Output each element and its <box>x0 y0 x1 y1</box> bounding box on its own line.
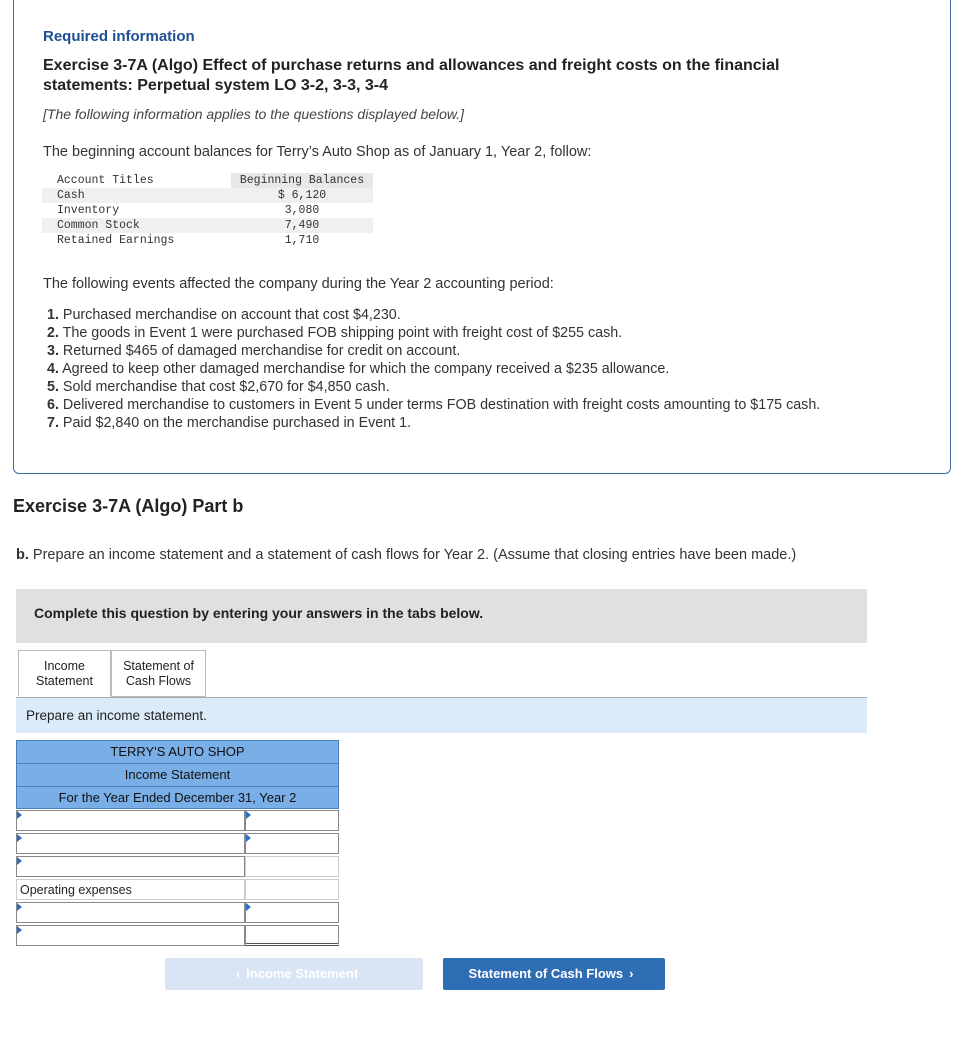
tab-label-line: Statement <box>36 674 93 688</box>
table-row <box>42 203 373 218</box>
list-item <box>47 414 820 432</box>
table-row <box>16 855 339 878</box>
event-number: 1. <box>47 307 59 323</box>
account-balance: $ 6,120 <box>231 188 373 203</box>
amount-input[interactable] <box>245 902 339 923</box>
list-item <box>47 342 820 360</box>
event-text: Returned $465 of damaged merchandise for credit on account. <box>62 343 461 359</box>
tab-statement-of-cash-flows[interactable] <box>111 650 206 697</box>
table-row <box>16 809 339 832</box>
table-row <box>16 832 339 855</box>
triangle-marker-icon <box>246 811 251 819</box>
triangle-marker-icon <box>17 903 22 911</box>
part-label: b. <box>16 547 29 563</box>
list-item <box>47 360 820 378</box>
statement-title: Income Statement <box>16 763 339 786</box>
list-item <box>47 306 820 324</box>
prev-tab-button[interactable] <box>165 958 423 990</box>
table-row <box>16 878 339 901</box>
amount-cell <box>245 856 339 877</box>
account-title: Common Stock <box>42 218 231 233</box>
part-question <box>16 547 796 563</box>
event-number: 6. <box>47 397 59 413</box>
event-text: Paid $2,840 on the merchandise purchased in Event 1. <box>62 415 412 431</box>
event-number: 3. <box>47 343 59 359</box>
account-balance: 3,080 <box>231 203 373 218</box>
instructions-bar: Complete this question by entering your answers in the tabs below. <box>16 589 867 643</box>
amount-input[interactable] <box>245 833 339 854</box>
triangle-marker-icon <box>246 903 251 911</box>
events-intro: The following events affected the company during the Year 2 accounting period: <box>43 276 554 292</box>
column-header-account-titles: Account Titles <box>42 173 231 188</box>
amount-input[interactable] <box>245 810 339 831</box>
table-row <box>42 233 373 248</box>
event-number: 2. <box>47 325 59 341</box>
account-title: Cash <box>42 188 231 203</box>
account-select[interactable] <box>16 925 245 946</box>
list-item <box>47 324 820 342</box>
prev-tab-label: Income Statement <box>246 966 359 981</box>
account-balance: 1,710 <box>231 233 373 248</box>
tab-label-line: Statement of <box>123 659 194 673</box>
statement-period: For the Year Ended December 31, Year 2 <box>16 786 339 809</box>
list-item <box>47 396 820 414</box>
required-information-title: Required information <box>43 28 195 45</box>
table-row <box>16 924 339 947</box>
total-amount-input[interactable] <box>245 925 339 946</box>
table-row <box>42 218 373 233</box>
part-title: Exercise 3-7A (Algo) Part b <box>13 496 244 516</box>
event-text: Delivered merchandise to customers in Event 5 under terms FOB destination with freight costs amounting to $175 cash. <box>62 397 821 413</box>
triangle-marker-icon <box>17 834 22 842</box>
beginning-balances-table <box>42 173 373 248</box>
event-number: 7. <box>47 415 59 431</box>
next-tab-label: Statement of Cash Flows <box>468 966 624 981</box>
income-statement-form <box>16 740 339 947</box>
triangle-marker-icon <box>246 834 251 842</box>
account-select[interactable] <box>16 810 245 831</box>
chevron-right-icon: › <box>629 966 634 981</box>
events-list <box>47 306 820 432</box>
balances-intro: The beginning account balances for Terry’s Auto Shop as of January 1, Year 2, follow: <box>43 144 592 160</box>
table-row <box>42 188 373 203</box>
tab-label-line: Income <box>44 659 85 673</box>
account-balance: 7,490 <box>231 218 373 233</box>
table-row <box>16 901 339 924</box>
exercise-title: Exercise 3-7A (Algo) Effect of purchase returns and allowances and freight costs on the financial statements: Perpetual system LO 3-2, 3-3, 3-4 <box>43 57 780 94</box>
account-select[interactable] <box>16 902 245 923</box>
column-header-beginning-balances: Beginning Balances <box>231 173 373 188</box>
amount-cell <box>245 879 339 900</box>
account-title: Inventory <box>42 203 231 218</box>
event-number: 4. <box>47 361 59 377</box>
operating-expenses-label-cell <box>16 879 245 900</box>
account-select[interactable] <box>16 856 245 877</box>
triangle-marker-icon <box>17 811 22 819</box>
event-number: 5. <box>47 379 59 395</box>
tab-income-statement[interactable] <box>18 650 111 697</box>
info-note: [The following information applies to the questions displayed below.] <box>43 106 465 122</box>
event-text: Agreed to keep other damaged merchandise for which the company received a $235 allowance. <box>62 361 670 377</box>
list-item <box>47 378 820 396</box>
table-header-row <box>42 173 373 188</box>
triangle-marker-icon <box>17 926 22 934</box>
next-tab-button[interactable] <box>443 958 665 990</box>
tab-label-line: Cash Flows <box>125 674 192 688</box>
part-question-text: Prepare an income statement and a statement of cash flows for Year 2. (Assume that closing entries have been made.) <box>32 547 797 563</box>
triangle-marker-icon <box>17 857 22 865</box>
account-select[interactable] <box>16 833 245 854</box>
event-text: Purchased merchandise on account that cost $4,230. <box>62 307 401 323</box>
prepare-instruction: Prepare an income statement. <box>16 698 867 733</box>
company-name: TERRY'S AUTO SHOP <box>16 740 339 763</box>
account-title: Retained Earnings <box>42 233 231 248</box>
event-text: Sold merchandise that cost $2,670 for $4,850 cash. <box>62 379 390 395</box>
operating-expenses-label: Operating expenses <box>20 883 132 897</box>
event-text: The goods in Event 1 were purchased FOB shipping point with freight cost of $255 cash. <box>62 325 623 341</box>
chevron-left-icon: ‹ <box>235 966 241 981</box>
